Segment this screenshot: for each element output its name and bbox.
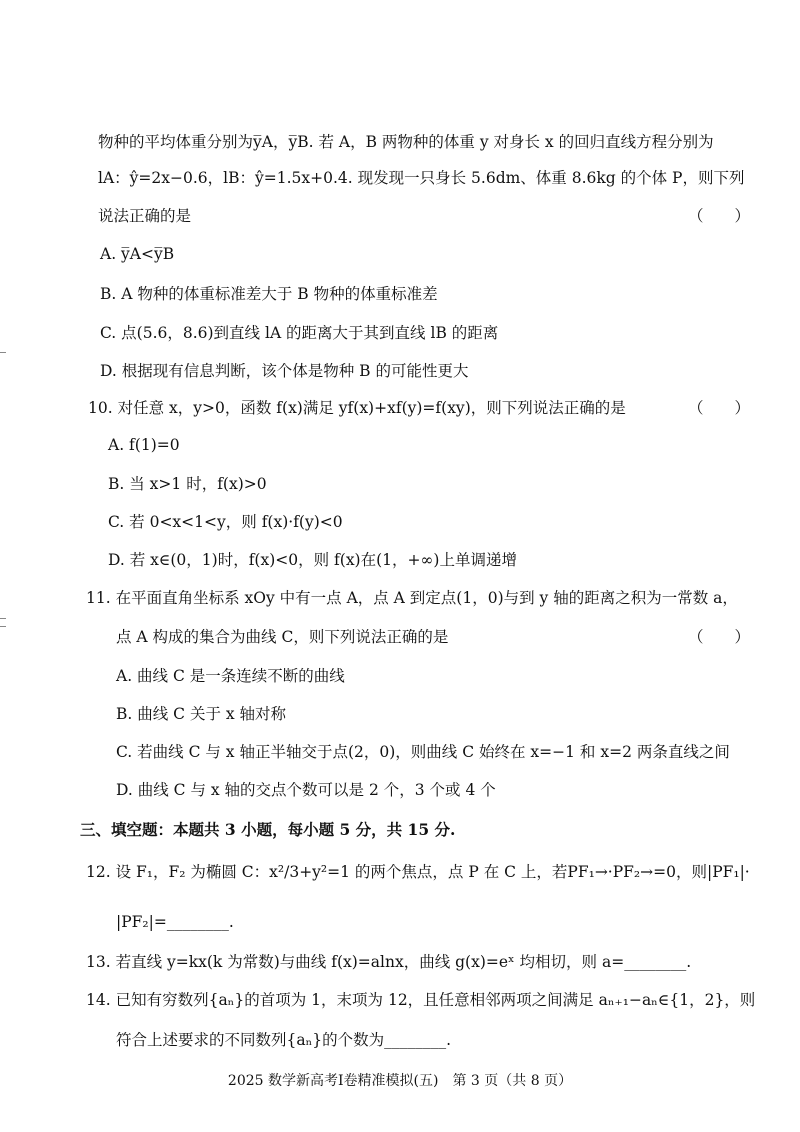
section-fill-in-blank-title: 三、填空题：本题共 3 小题，每小题 5 分，共 15 分.: [80, 820, 456, 839]
q11-line1: 11. 在平面直角坐标系 xOy 中有一点 A，点 A 到定点(1，0)与到 y 轴的距离之积为一常数 a，: [86, 589, 738, 607]
q13-line1: 13. 若直线 y=kx(k 为常数)与曲线 f(x)=alnx，曲线 g(x)=eˣ 均相切，则 a=________.: [86, 953, 692, 971]
scan-edge-mark: [0, 352, 6, 353]
q14-line1: 14. 已知有穷数列{aₙ}的首项为 1，末项为 12，且任意相邻两项之间满足 aₙ₊₁−aₙ∈{1，2}，则: [86, 991, 756, 1009]
q11-line2: 点 A 构成的集合为曲线 C，则下列说法正确的是: [116, 628, 449, 646]
q11-option-b: B. 曲线 C 关于 x 轴对称: [116, 705, 287, 723]
q11-answer-paren: （ ）: [688, 628, 751, 646]
q9-option-a: A. y̅A<y̅B: [100, 245, 175, 263]
q10-option-a: A. f(1)=0: [108, 436, 180, 454]
q9-line2: lA：ŷ=2x−0.6，lB：ŷ=1.5x+0.4. 现发现一只身长 5.6dm、体重 8.6kg 的个体 P，则下列: [98, 169, 745, 187]
q10-option-d: D. 若 x∈(0，1)时，f(x)<0，则 f(x)在(1，+∞)上单调递增: [108, 551, 517, 569]
q9-line3: 说法正确的是: [98, 207, 192, 225]
page-footer: 2025 数学新高考Ⅰ卷精准模拟(五) 第 3 页（共 8 页）: [227, 1073, 573, 1089]
q11-option-d: D. 曲线 C 与 x 轴的交点个数可以是 2 个，3 个或 4 个: [116, 781, 496, 799]
q9-option-d: D. 根据现有信息判断，该个体是物种 B 的可能性更大: [100, 362, 469, 380]
q10-option-c: C. 若 0<x<1<y，则 f(x)·f(y)<0: [108, 513, 343, 531]
q10-answer-paren: （ ）: [688, 399, 751, 417]
q9-line1: 物种的平均体重分别为y̅A，y̅B. 若 A，B 两物种的体重 y 对身长 x 的回归直线方程分别为: [98, 133, 714, 151]
scan-edge-mark: [0, 618, 6, 619]
scan-edge-mark: [0, 626, 6, 627]
q11-option-c: C. 若曲线 C 与 x 轴正半轴交于点(2，0)，则曲线 C 始终在 x=−1 和 x=2 两条直线之间: [116, 743, 730, 761]
q12-line2: |PF₂|=________.: [116, 913, 234, 931]
q11-option-a: A. 曲线 C 是一条连续不断的曲线: [116, 667, 345, 685]
q9-option-b: B. A 物种的体重标准差大于 B 物种的体重标准差: [100, 285, 438, 303]
q10-option-b: B. 当 x>1 时，f(x)>0: [108, 475, 267, 493]
q9-option-c: C. 点(5.6，8.6)到直线 lA 的距离大于其到直线 lB 的距离: [100, 324, 499, 342]
q9-answer-paren: （ ）: [688, 207, 751, 225]
q14-line2: 符合上述要求的不同数列{aₙ}的个数为________.: [116, 1031, 452, 1049]
q12-line1: 12. 设 F₁，F₂ 为椭圆 C：x²/3+y²=1 的两个焦点，点 P 在 C 上，若PF₁→·PF₂→=0，则|PF₁|·: [86, 863, 750, 881]
q10-stem: 10. 对任意 x，y>0，函数 f(x)满足 yf(x)+xf(y)=f(xy)，则下列说法正确的是: [88, 399, 626, 417]
